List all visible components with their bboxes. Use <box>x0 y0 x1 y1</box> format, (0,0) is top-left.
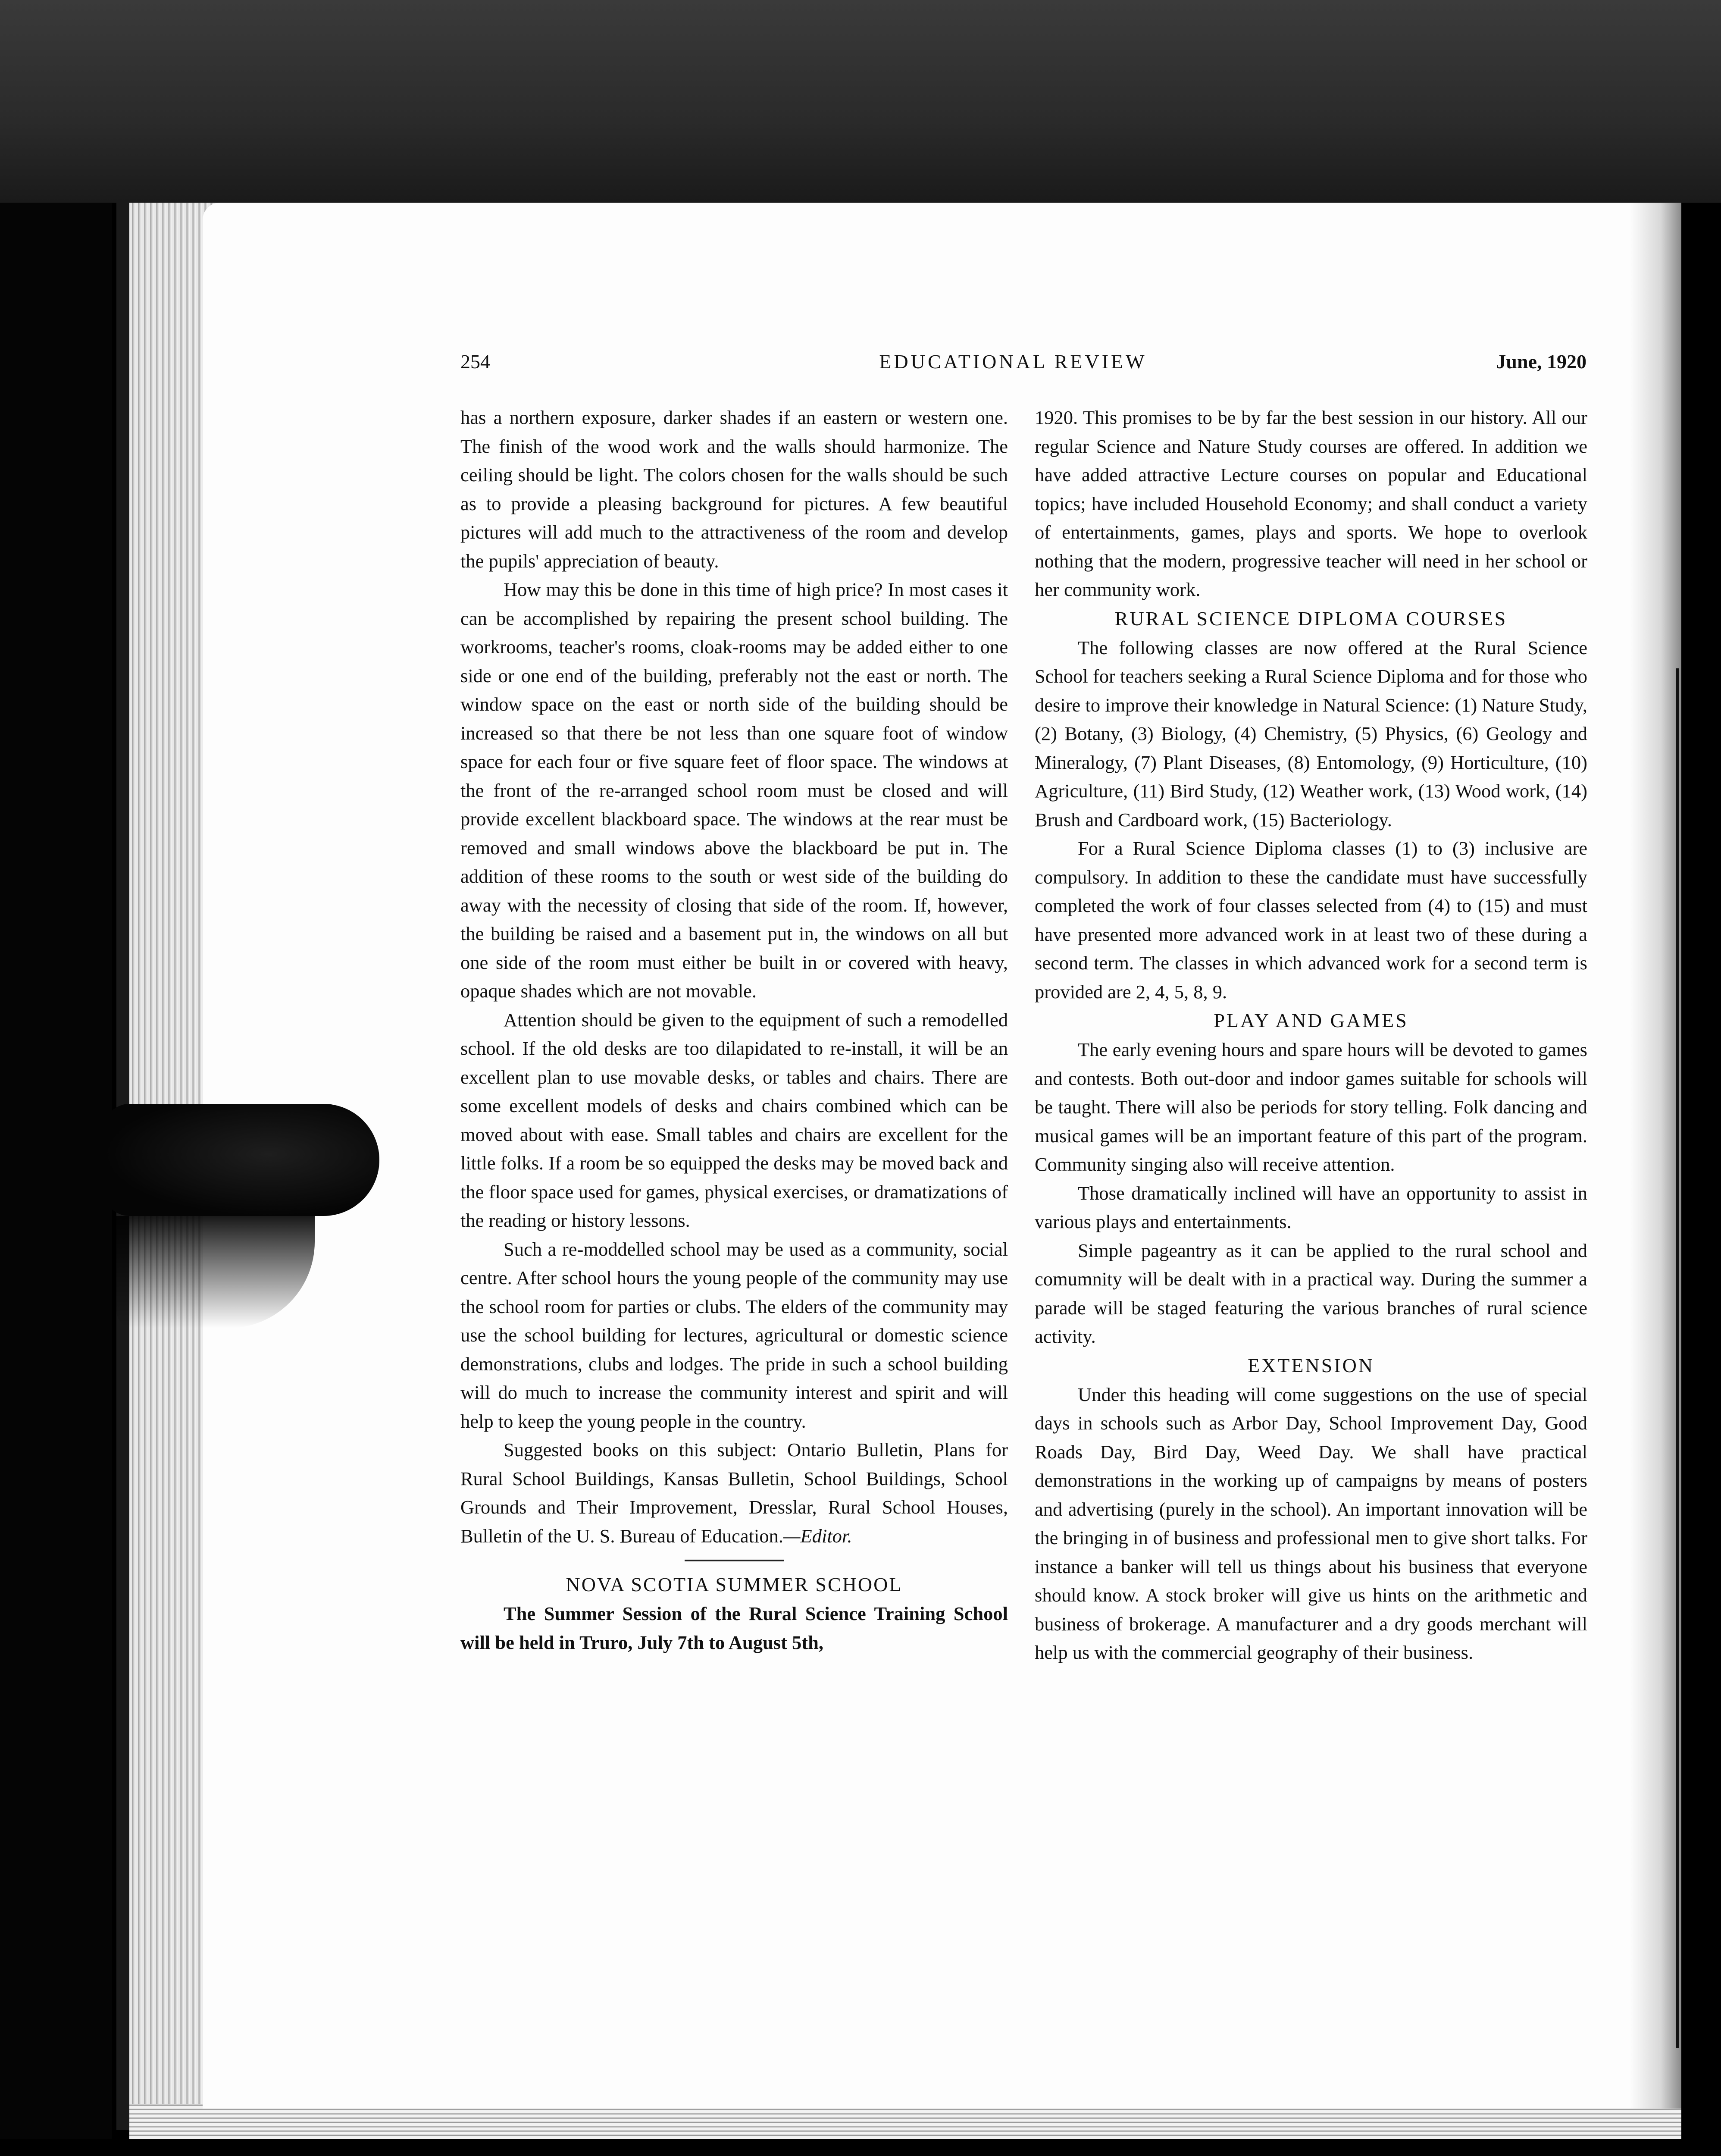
page-binding-edge <box>1676 668 1684 2048</box>
right-column <box>1035 403 1587 1667</box>
scanner-background-top <box>0 0 1721 203</box>
section-heading: PLAY AND GAMES <box>1214 1009 1408 1031</box>
paragraph: The early evening hours and spare hours will be devoted to games and contests. Both out-door and indoor games suitable for schools will be taught. There will also be periods for story telling. Folk dancing and musical games will be an important feature of this part of the program. Community singing also will receive attention. <box>1035 1039 1587 1175</box>
editor-signature: —Editor. <box>783 1525 852 1547</box>
section-heading: RURAL SCIENCE DIPLOMA COURSES <box>1114 607 1508 630</box>
scanner-background-left <box>0 203 112 2156</box>
left-column <box>460 403 1008 1657</box>
paragraph: 1920. This promises to be by far the best session in our history. All our regular Science and Nature Study courses are offered. In addition we have added attractive Lecture courses on popular and Educational topics; have included Household Economy; and shall conduct a variety of entertainments, games, plays and sports. We hope to overlook nothing that the modern, progressive teacher will need in her school or her community work. <box>1035 407 1587 600</box>
section-heading: EXTENSION <box>1247 1354 1375 1376</box>
scanner-background-right <box>1683 203 1721 2156</box>
thumb-holding-page <box>103 1104 379 1216</box>
page-number: 254 <box>460 351 490 373</box>
section-separator <box>685 1560 784 1561</box>
paragraph: How may this be done in this time of high price? In most cases it can be accomplished by repairing the present school building. The workrooms, teacher's rooms, cloak-rooms may be added either to one side or one end of the building, preferably not the east or north. The window space on the east or north side of the building should be increased so that there be not less than one square foot of window space for each four or five square feet of floor space. The windows at the front of the re-arranged school room must be closed and will provide excellent blackboard space. The windows at the rear must be removed and small windows above the blackboard be put in. The addition of these rooms to the south or west side of the building do away with the necessity of closing that side of the room. If, however, the building be raised and a basement put in, the windows on all but one side of the room must either be built in or covered with heavy, opaque shades which are not movable. <box>460 579 1008 1002</box>
page-curl <box>1630 203 1681 2109</box>
paragraph: has a northern exposure, darker shades if an eastern or western one. The finish of the wood work and the walls should harmonize. The ceiling should be light. The colors chosen for the walls should be such as to provide a pleasing background for pictures. A few beautiful pictures will add much to the attractiveness of the room and develop the pupils' appreciation of beauty. <box>460 407 1008 572</box>
section-heading: NOVA SCOTIA SUMMER SCHOOL <box>566 1573 903 1595</box>
book-bottom-edges <box>129 2104 1681 2139</box>
scanner-background-bottom <box>0 2139 1721 2156</box>
paragraph: Attention should be given to the equipment of such a remodelled school. If the old desks are too dilapidated to re-install, it will be an excellent plan to use movable desks, or tables and chairs. There are some excellent models of desks and chairs combined which can be moved about with ease. Small tables and chairs are excellent for the little folks. If a room be so equipped the desks may be moved back and the floor space used for games, physical exercises, or dramatizations of the reading or history lessons. <box>460 1009 1008 1231</box>
paragraph: For a Rural Science Diploma classes (1) to (3) inclusive are compulsory. In addition to these the candidate must have successfully completed the work of four classes selected from (4) to (15) and must have presented more advanced work in at least two of these during a second term. The classes in which advanced work for a second term is provided are 2, 4, 5, 8, 9. <box>1035 837 1587 1003</box>
running-title: EDUCATIONAL REVIEW <box>879 351 1147 373</box>
paragraph: Such a re-moddelled school may be used as a community, social centre. After school hours the young people of the community may use the school room for parties or clubs. The elders of the community may use the school building for lectures, agricultural or domestic science demonstrations, clubs and lodges. The pride in such a school building will do much to increase the community interest and spirit and will help to keep the young people in the country. <box>460 1238 1008 1432</box>
issue-date: June, 1920 <box>1496 351 1586 373</box>
paragraph: Simple pageantry as it can be applied to the rural school and comumnity will be dealt with in a practical way. During the summer a parade will be staged featuring the various branches of rural science activity. <box>1035 1239 1587 1347</box>
paragraph: Those dramatically inclined will have an opportunity to assist in various plays and entertainments. <box>1035 1182 1587 1232</box>
suggested-books-text: Suggested books on this subject: Ontario Bulletin, Plans for Rural School Buildings, Kansas Bulletin, School Buildings, School Grounds and Their Improvement, Dresslar, Rural School Houses, Bulletin of the U. S. Bureau of Education. <box>460 1439 1008 1547</box>
paragraph: The following classes are now offered at the Rural Science School for teachers seeking a Rural Science Diploma and for those who desire to improve their knowledge in Natural Science: (1) Nature Study, (2) Botany, (3) Biology, (4) Chemistry, (5) Physics, (6) Geology and Mineralogy, (7) Plant Diseases, (8) Entomology, (9) Horticulture, (10) Agriculture, (11) Bird Study, (12) Weather work, (13) Wood work, (14) Brush and Cardboard work, (15) Bacteriology. <box>1035 636 1587 830</box>
paragraph <box>460 1435 1008 1550</box>
paragraph: Under this heading will come suggestions on the use of special days in schools such as Arbor Day, School Improvement Day, Good Roads Day, Bird Day, Weed Day. We shall have practical demonstrations in the working up of campaigns by means of posters and advertising (purely in the school). An important innovation will be the bringing in of business and professional men to give short talks. For instance a banker will tell us things about his business that everyone should know. A stock broker will give us hints on the arithmetic and business of brokerage. A manufacturer and a dry goods merchant will help us with the commercial geography of their business. <box>1035 1383 1587 1663</box>
paragraph: The Summer Session of the Rural Science Training School will be held in Truro, July 7th to August 5th, <box>460 1603 1008 1653</box>
